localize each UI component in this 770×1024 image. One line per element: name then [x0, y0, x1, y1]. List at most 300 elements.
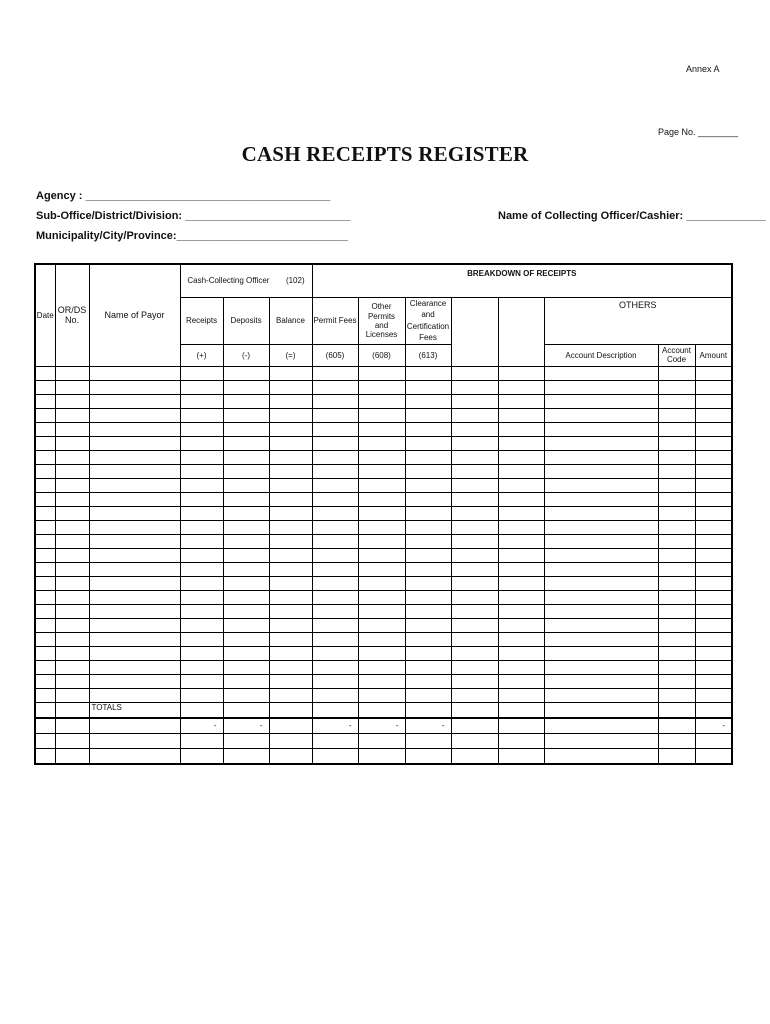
table-cell[interactable] [180, 748, 223, 764]
table-cell[interactable] [223, 408, 269, 422]
table-cell[interactable] [358, 478, 405, 492]
table-cell[interactable] [223, 422, 269, 436]
table-cell[interactable] [405, 422, 451, 436]
table-cell[interactable] [55, 618, 89, 632]
table-cell[interactable] [269, 748, 312, 764]
table-cell[interactable] [358, 688, 405, 702]
table-cell[interactable] [55, 733, 89, 748]
table-cell[interactable] [35, 422, 55, 436]
table-cell[interactable] [55, 748, 89, 764]
table-cell[interactable] [498, 366, 544, 380]
table-cell[interactable] [498, 506, 544, 520]
table-cell[interactable] [498, 604, 544, 618]
table-cell[interactable] [498, 380, 544, 394]
table-cell[interactable] [312, 408, 358, 422]
table-cell[interactable] [544, 464, 658, 478]
table-cell[interactable] [498, 618, 544, 632]
table-cell[interactable] [180, 520, 223, 534]
table-cell[interactable] [269, 408, 312, 422]
table-cell[interactable] [405, 688, 451, 702]
table-cell[interactable] [544, 408, 658, 422]
table-cell[interactable] [451, 492, 498, 506]
table-cell[interactable] [223, 632, 269, 646]
table-cell[interactable] [695, 422, 732, 436]
table-cell[interactable] [695, 674, 732, 688]
table-cell[interactable] [35, 618, 55, 632]
table-cell[interactable] [658, 576, 695, 590]
table-cell[interactable] [451, 534, 498, 548]
table-cell[interactable] [312, 632, 358, 646]
table-cell[interactable] [358, 450, 405, 464]
table-cell[interactable] [312, 394, 358, 408]
table-cell[interactable] [180, 590, 223, 604]
table-cell[interactable] [658, 548, 695, 562]
table-cell[interactable] [358, 380, 405, 394]
table-cell[interactable] [451, 450, 498, 464]
table-cell[interactable] [358, 674, 405, 688]
table-cell[interactable] [180, 464, 223, 478]
table-cell[interactable] [89, 748, 180, 764]
table-cell[interactable] [89, 660, 180, 674]
table-cell[interactable] [35, 604, 55, 618]
table-cell[interactable] [405, 590, 451, 604]
table-cell[interactable] [544, 520, 658, 534]
table-cell[interactable] [405, 618, 451, 632]
table-cell[interactable] [498, 702, 544, 718]
table-cell[interactable] [658, 733, 695, 748]
table-cell[interactable] [55, 576, 89, 590]
table-cell[interactable] [544, 534, 658, 548]
table-cell[interactable] [695, 576, 732, 590]
table-cell[interactable] [180, 604, 223, 618]
table-cell[interactable] [658, 520, 695, 534]
table-cell[interactable] [55, 408, 89, 422]
table-cell[interactable] [35, 492, 55, 506]
table-cell[interactable] [223, 702, 269, 718]
table-cell[interactable] [89, 450, 180, 464]
agency-field[interactable]: Agency : ________________________________________ [36, 190, 331, 202]
table-cell[interactable] [35, 632, 55, 646]
table-cell[interactable] [498, 646, 544, 660]
table-cell[interactable] [55, 534, 89, 548]
table-cell[interactable] [695, 394, 732, 408]
table-cell[interactable] [35, 506, 55, 520]
table-cell[interactable] [658, 506, 695, 520]
table-cell[interactable] [358, 464, 405, 478]
table-cell[interactable] [35, 660, 55, 674]
table-cell[interactable] [312, 534, 358, 548]
table-cell[interactable] [180, 492, 223, 506]
table-cell[interactable] [180, 632, 223, 646]
table-cell[interactable] [312, 660, 358, 674]
table-cell[interactable] [223, 380, 269, 394]
table-cell[interactable] [35, 380, 55, 394]
table-cell[interactable] [223, 618, 269, 632]
table-cell[interactable] [544, 646, 658, 660]
table-cell[interactable] [658, 646, 695, 660]
table-cell[interactable] [35, 534, 55, 548]
table-cell[interactable] [55, 450, 89, 464]
table-cell[interactable] [180, 688, 223, 702]
table-cell[interactable] [498, 718, 544, 734]
table-cell[interactable] [498, 394, 544, 408]
table-cell[interactable] [405, 478, 451, 492]
table-cell[interactable] [405, 660, 451, 674]
table-cell[interactable] [658, 718, 695, 734]
table-cell[interactable] [269, 590, 312, 604]
table-cell[interactable] [269, 492, 312, 506]
table-cell[interactable] [544, 660, 658, 674]
table-cell[interactable] [89, 366, 180, 380]
table-cell[interactable] [55, 674, 89, 688]
table-cell[interactable] [498, 422, 544, 436]
table-cell[interactable] [269, 534, 312, 548]
table-cell[interactable] [269, 688, 312, 702]
table-cell[interactable] [312, 366, 358, 380]
table-cell[interactable] [658, 674, 695, 688]
table-cell[interactable] [269, 632, 312, 646]
table-cell[interactable] [89, 464, 180, 478]
table-cell[interactable] [451, 604, 498, 618]
table-cell[interactable] [269, 380, 312, 394]
table-cell[interactable] [223, 534, 269, 548]
table-cell[interactable] [312, 436, 358, 450]
table-cell[interactable] [312, 733, 358, 748]
table-cell[interactable] [55, 562, 89, 576]
table-cell[interactable] [544, 718, 658, 734]
table-cell[interactable] [35, 450, 55, 464]
table-cell[interactable] [312, 380, 358, 394]
table-cell[interactable] [405, 748, 451, 764]
table-cell[interactable] [451, 478, 498, 492]
table-cell[interactable] [35, 478, 55, 492]
table-cell[interactable] [405, 562, 451, 576]
table-cell[interactable] [35, 394, 55, 408]
table-cell[interactable] [35, 366, 55, 380]
table-cell[interactable] [544, 562, 658, 576]
table-cell[interactable] [180, 702, 223, 718]
table-cell[interactable] [35, 688, 55, 702]
table-cell[interactable] [223, 366, 269, 380]
table-cell[interactable] [405, 534, 451, 548]
table-cell[interactable] [498, 733, 544, 748]
table-cell[interactable] [405, 464, 451, 478]
table-cell[interactable] [658, 436, 695, 450]
table-cell[interactable] [269, 366, 312, 380]
table-cell[interactable] [658, 660, 695, 674]
table-cell[interactable] [312, 590, 358, 604]
table-cell[interactable] [695, 702, 732, 718]
table-cell[interactable] [223, 548, 269, 562]
table-cell[interactable] [269, 733, 312, 748]
table-cell[interactable] [498, 520, 544, 534]
table-cell[interactable] [405, 380, 451, 394]
table-cell[interactable] [451, 548, 498, 562]
table-cell[interactable] [658, 590, 695, 604]
suboffice-field[interactable]: Sub-Office/District/Division: ___________________________ [36, 210, 351, 222]
table-cell[interactable] [451, 688, 498, 702]
table-cell[interactable] [405, 632, 451, 646]
table-cell[interactable] [544, 688, 658, 702]
table-cell[interactable] [89, 380, 180, 394]
table-cell[interactable] [451, 394, 498, 408]
table-cell[interactable] [358, 748, 405, 764]
table-cell[interactable] [180, 478, 223, 492]
table-cell[interactable] [695, 562, 732, 576]
table-cell[interactable] [451, 590, 498, 604]
table-cell[interactable] [89, 408, 180, 422]
table-cell[interactable] [312, 520, 358, 534]
table-cell[interactable] [544, 632, 658, 646]
table-cell[interactable] [35, 702, 55, 718]
table-cell[interactable] [312, 618, 358, 632]
table-cell[interactable] [358, 632, 405, 646]
table-cell[interactable] [35, 562, 55, 576]
table-cell[interactable] [658, 492, 695, 506]
table-cell[interactable] [695, 450, 732, 464]
table-cell[interactable] [498, 688, 544, 702]
table-cell[interactable] [35, 646, 55, 660]
table-cell[interactable] [89, 562, 180, 576]
table-cell[interactable] [358, 422, 405, 436]
table-cell[interactable] [451, 618, 498, 632]
table-cell[interactable] [312, 450, 358, 464]
table-cell[interactable] [358, 576, 405, 590]
table-cell[interactable] [312, 688, 358, 702]
table-cell[interactable] [269, 548, 312, 562]
table-cell[interactable] [451, 520, 498, 534]
table-cell[interactable] [695, 688, 732, 702]
table-cell[interactable] [498, 660, 544, 674]
table-cell[interactable] [498, 548, 544, 562]
table-cell[interactable] [180, 618, 223, 632]
table-cell[interactable] [695, 646, 732, 660]
table-cell[interactable] [55, 506, 89, 520]
table-cell[interactable] [658, 380, 695, 394]
table-cell[interactable] [180, 506, 223, 520]
table-cell[interactable] [498, 450, 544, 464]
table-cell[interactable] [695, 733, 732, 748]
table-cell[interactable] [498, 590, 544, 604]
table-cell[interactable] [35, 733, 55, 748]
table-cell[interactable] [312, 506, 358, 520]
table-cell[interactable] [695, 492, 732, 506]
table-cell[interactable] [223, 674, 269, 688]
table-cell[interactable] [89, 506, 180, 520]
table-cell[interactable] [544, 748, 658, 764]
table-cell[interactable] [55, 702, 89, 718]
table-cell[interactable] [89, 646, 180, 660]
table-cell[interactable] [695, 478, 732, 492]
table-cell[interactable] [89, 674, 180, 688]
table-cell[interactable] [358, 733, 405, 748]
table-cell[interactable] [55, 380, 89, 394]
table-cell[interactable] [658, 394, 695, 408]
table-cell[interactable] [55, 492, 89, 506]
table-cell[interactable] [223, 436, 269, 450]
table-cell[interactable] [405, 604, 451, 618]
table-cell[interactable] [269, 478, 312, 492]
table-cell[interactable] [35, 436, 55, 450]
table-cell[interactable] [89, 688, 180, 702]
table-cell[interactable] [269, 718, 312, 734]
table-cell[interactable] [89, 534, 180, 548]
table-cell[interactable] [269, 646, 312, 660]
table-cell[interactable] [658, 688, 695, 702]
table-cell[interactable] [695, 618, 732, 632]
table-cell[interactable] [312, 464, 358, 478]
table-cell[interactable] [312, 562, 358, 576]
table-cell[interactable] [223, 576, 269, 590]
table-cell[interactable] [498, 492, 544, 506]
table-cell[interactable] [180, 562, 223, 576]
table-cell[interactable] [180, 436, 223, 450]
table-cell[interactable] [405, 702, 451, 718]
table-cell[interactable] [451, 674, 498, 688]
table-cell[interactable] [89, 604, 180, 618]
table-cell[interactable] [269, 576, 312, 590]
table-cell[interactable] [358, 618, 405, 632]
table-cell[interactable] [544, 366, 658, 380]
table-cell[interactable] [405, 733, 451, 748]
table-cell[interactable] [55, 436, 89, 450]
table-cell[interactable] [451, 408, 498, 422]
table-cell[interactable] [405, 450, 451, 464]
table-cell[interactable] [180, 660, 223, 674]
table-cell[interactable] [405, 366, 451, 380]
table-cell[interactable] [544, 380, 658, 394]
table-cell[interactable] [544, 394, 658, 408]
table-cell[interactable] [35, 718, 55, 734]
table-cell[interactable] [658, 478, 695, 492]
table-cell[interactable] [405, 646, 451, 660]
table-cell[interactable] [223, 506, 269, 520]
table-cell[interactable] [180, 380, 223, 394]
table-cell[interactable] [269, 422, 312, 436]
table-cell[interactable] [498, 748, 544, 764]
table-cell[interactable] [89, 422, 180, 436]
table-cell[interactable] [695, 366, 732, 380]
table-cell[interactable] [451, 380, 498, 394]
table-cell[interactable] [451, 733, 498, 748]
municipality-field[interactable]: Municipality/City/Province:____________________________ [36, 230, 348, 242]
table-cell[interactable] [405, 394, 451, 408]
table-cell[interactable] [544, 604, 658, 618]
table-cell[interactable] [180, 450, 223, 464]
table-cell[interactable] [312, 674, 358, 688]
table-cell[interactable] [358, 436, 405, 450]
table-cell[interactable] [658, 604, 695, 618]
table-cell[interactable] [405, 548, 451, 562]
table-cell[interactable] [223, 464, 269, 478]
table-cell[interactable] [89, 590, 180, 604]
table-cell[interactable] [658, 450, 695, 464]
table-cell[interactable] [695, 520, 732, 534]
table-cell[interactable] [55, 394, 89, 408]
table-cell[interactable] [223, 688, 269, 702]
table-cell[interactable] [55, 422, 89, 436]
table-cell[interactable] [358, 702, 405, 718]
table-cell[interactable] [658, 632, 695, 646]
table-cell[interactable] [89, 520, 180, 534]
table-cell[interactable] [269, 520, 312, 534]
table-cell[interactable] [312, 702, 358, 718]
table-cell[interactable] [695, 548, 732, 562]
table-cell[interactable] [35, 590, 55, 604]
table-cell[interactable] [498, 576, 544, 590]
table-cell[interactable] [658, 464, 695, 478]
table-cell[interactable] [498, 534, 544, 548]
table-cell[interactable] [695, 590, 732, 604]
table-cell[interactable] [223, 748, 269, 764]
table-cell[interactable] [35, 520, 55, 534]
table-cell[interactable] [695, 464, 732, 478]
table-cell[interactable] [451, 702, 498, 718]
table-cell[interactable] [544, 590, 658, 604]
table-cell[interactable] [544, 702, 658, 718]
table-cell[interactable] [451, 646, 498, 660]
table-cell[interactable] [269, 604, 312, 618]
table-cell[interactable] [269, 562, 312, 576]
table-cell[interactable] [405, 674, 451, 688]
table-cell[interactable] [223, 492, 269, 506]
table-cell[interactable] [544, 422, 658, 436]
table-cell[interactable] [498, 562, 544, 576]
table-cell[interactable] [358, 604, 405, 618]
table-cell[interactable] [658, 748, 695, 764]
table-cell[interactable] [358, 506, 405, 520]
table-cell[interactable] [269, 394, 312, 408]
table-cell[interactable] [451, 718, 498, 734]
table-cell[interactable] [658, 366, 695, 380]
table-cell[interactable] [89, 632, 180, 646]
table-cell[interactable] [358, 366, 405, 380]
table-cell[interactable] [695, 534, 732, 548]
table-cell[interactable] [312, 604, 358, 618]
table-cell[interactable] [695, 408, 732, 422]
table-cell[interactable] [498, 674, 544, 688]
table-cell[interactable] [405, 436, 451, 450]
table-cell[interactable] [55, 366, 89, 380]
table-cell[interactable] [544, 436, 658, 450]
table-cell[interactable] [358, 660, 405, 674]
table-cell[interactable] [358, 520, 405, 534]
table-cell[interactable] [55, 478, 89, 492]
table-cell[interactable] [498, 464, 544, 478]
table-cell[interactable] [451, 506, 498, 520]
table-cell[interactable] [658, 702, 695, 718]
table-cell[interactable] [89, 548, 180, 562]
table-cell[interactable] [544, 618, 658, 632]
table-cell[interactable] [89, 478, 180, 492]
table-cell[interactable] [658, 618, 695, 632]
table-cell[interactable] [180, 394, 223, 408]
table-cell[interactable] [180, 674, 223, 688]
table-cell[interactable] [35, 674, 55, 688]
table-cell[interactable] [358, 534, 405, 548]
table-cell[interactable] [658, 422, 695, 436]
table-cell[interactable] [223, 450, 269, 464]
table-cell[interactable] [55, 646, 89, 660]
table-cell[interactable] [451, 576, 498, 590]
table-cell[interactable] [695, 604, 732, 618]
table-cell[interactable] [312, 492, 358, 506]
table-cell[interactable] [89, 618, 180, 632]
table-cell[interactable] [89, 492, 180, 506]
table-cell[interactable] [55, 660, 89, 674]
table-cell[interactable] [451, 748, 498, 764]
table-cell[interactable] [695, 506, 732, 520]
